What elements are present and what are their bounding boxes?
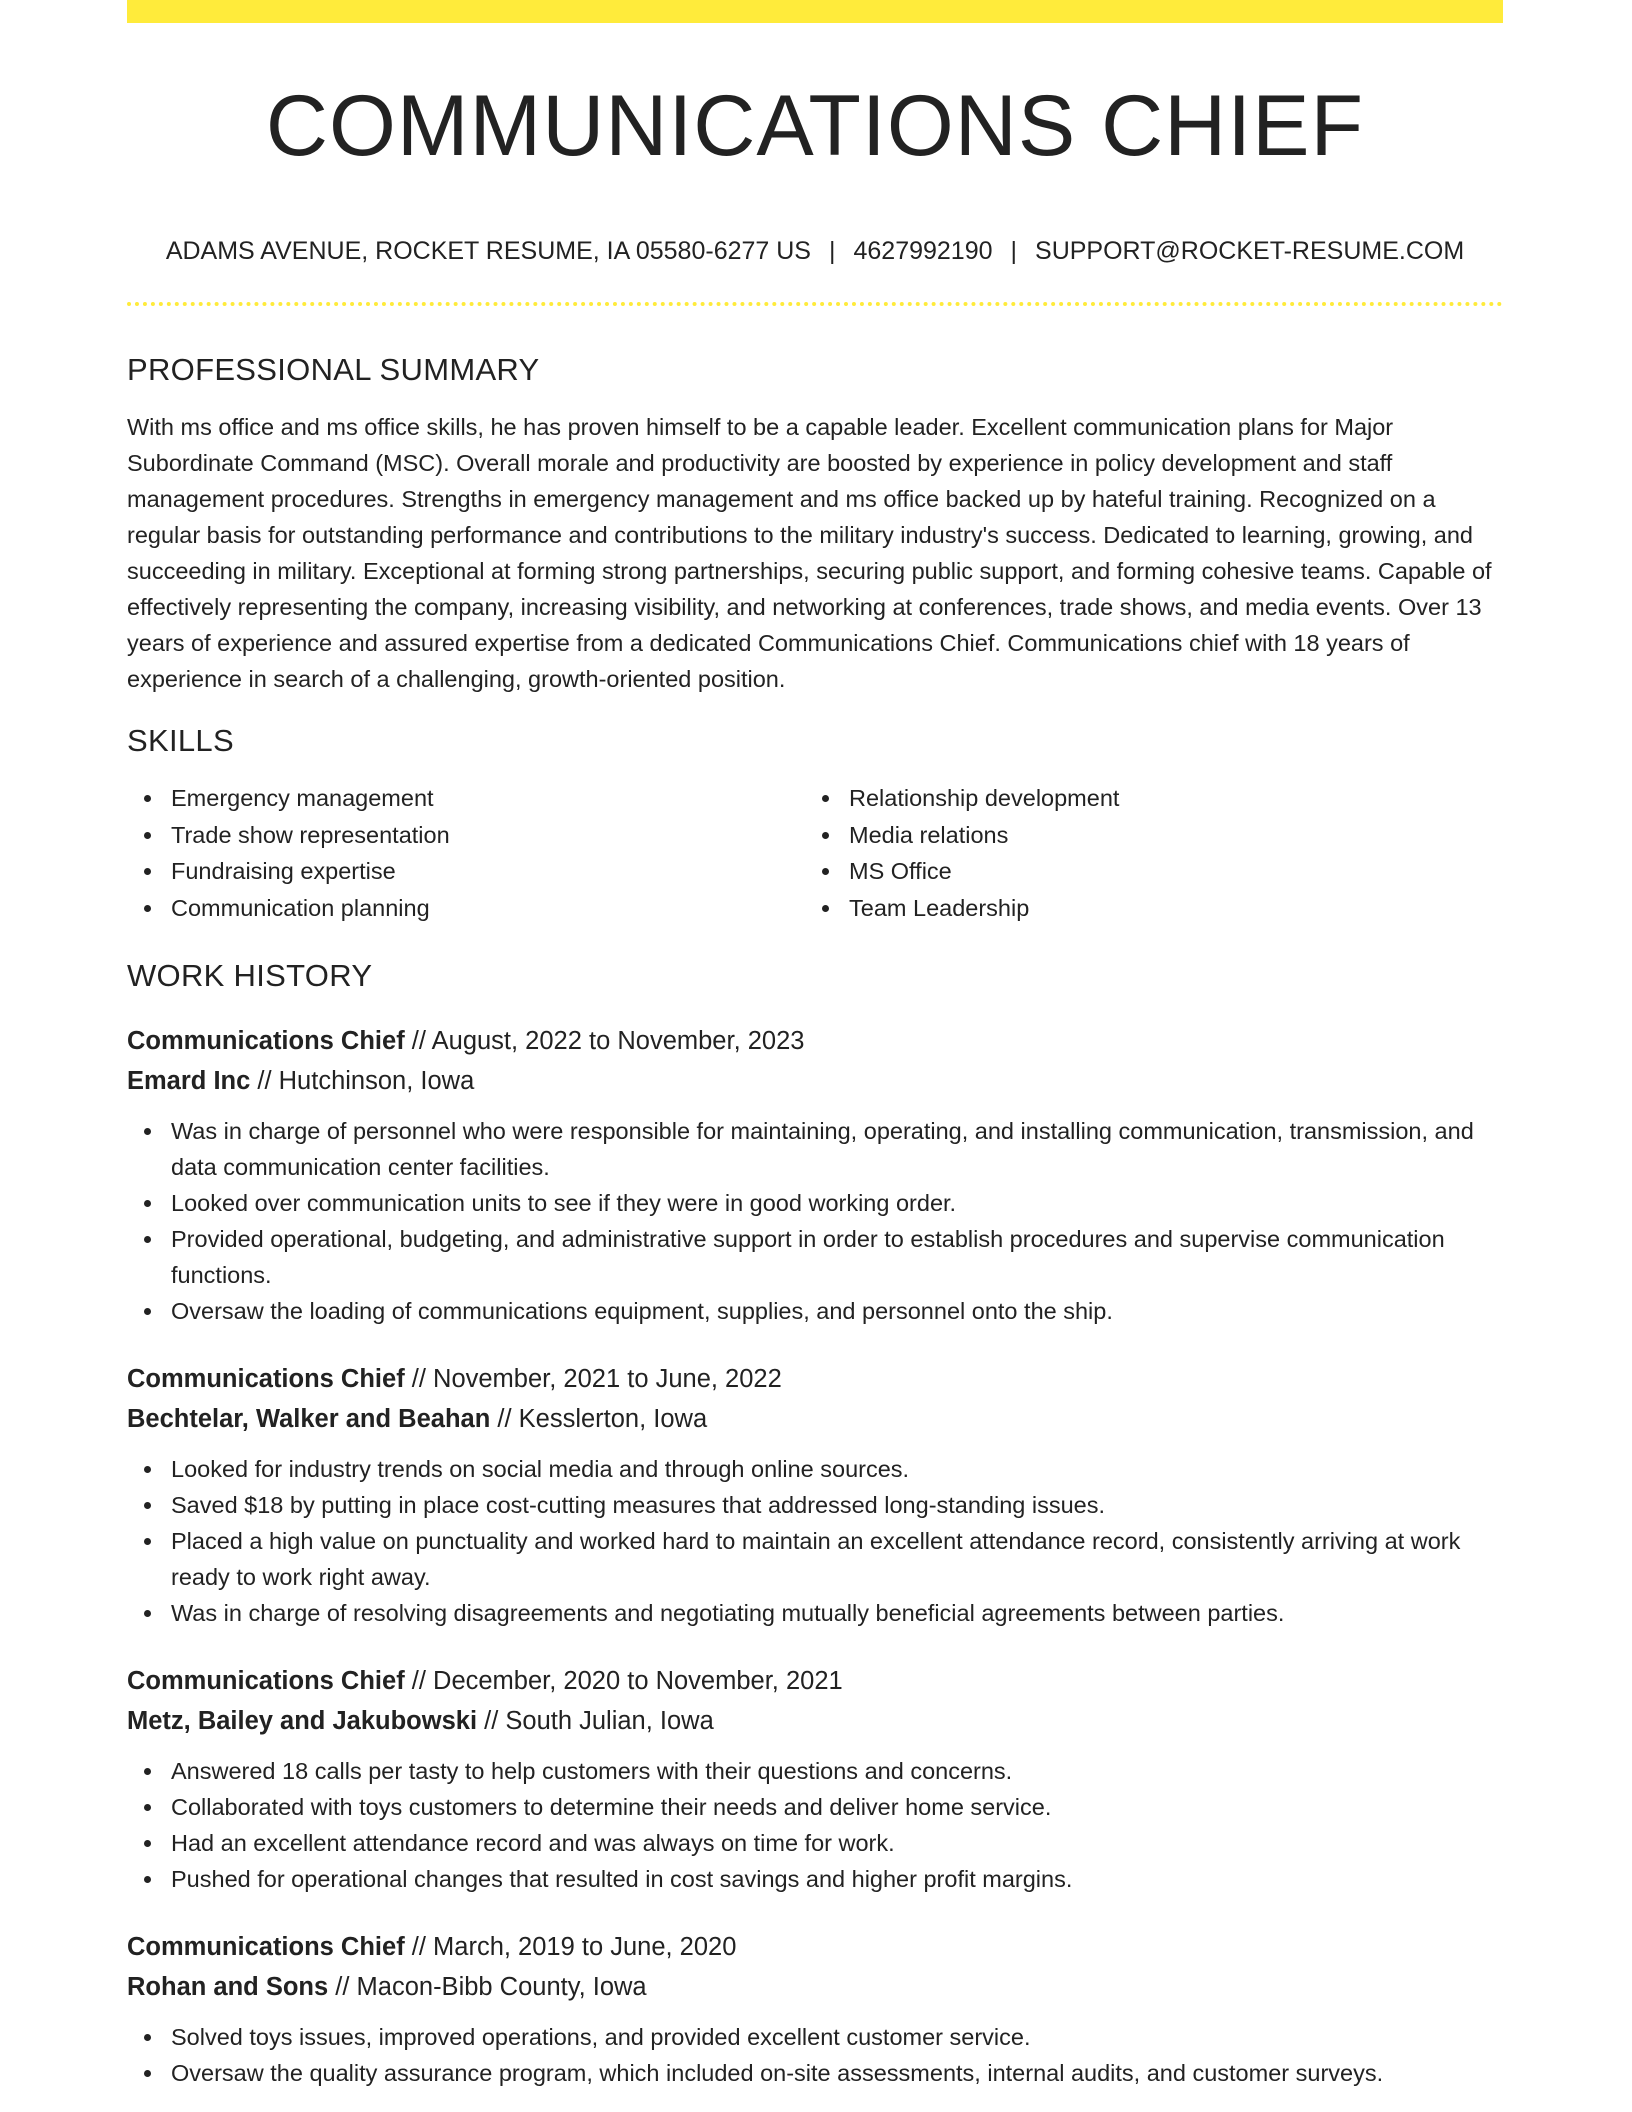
job-company-line <box>127 1061 1503 1101</box>
skill-item: Communication planning <box>171 890 805 927</box>
job-bullet: Was in charge of resolving disagreements and negotiating mutually beneficial agreements between parties. <box>171 1595 1503 1631</box>
job-bullet: Collaborated with toys customers to determine their needs and deliver home service. <box>171 1789 1503 1825</box>
resume-title: COMMUNICATIONS CHIEF <box>265 78 1365 174</box>
job-bullets <box>127 1753 1503 1897</box>
job-bullet: Had an excellent attendance record and was always on time for work. <box>171 1825 1503 1861</box>
skills-list <box>127 780 1503 926</box>
job-bullet: Looked for industry trends on social media and through online sources. <box>171 1451 1503 1487</box>
job-bullet: Oversaw the loading of communications equipment, supplies, and personnel onto the ship. <box>171 1293 1503 1329</box>
job-company-line <box>127 1967 1503 2007</box>
job-separator: // <box>404 1365 434 1393</box>
job-bullets <box>127 1113 1503 1329</box>
job-bullet: Was in charge of personnel who were responsible for maintaining, operating, and installing communication, transmission, and data communication center facilities. <box>171 1113 1503 1185</box>
job-location: Kesslerton, Iowa <box>518 1405 708 1433</box>
work-history-heading: WORK HISTORY <box>127 958 373 993</box>
job-title: Communications Chief <box>127 1933 405 1961</box>
job-title: Communications Chief <box>127 1365 405 1393</box>
job-dates: March, 2019 to June, 2020 <box>433 1933 737 1961</box>
job-separator: // <box>404 1933 434 1961</box>
job-dates: August, 2022 to November, 2023 <box>431 1027 805 1055</box>
job-separator: // <box>404 1667 434 1695</box>
job-title-line <box>127 1661 1503 1701</box>
skill-item: MS Office <box>849 853 1483 890</box>
job-bullet: Solved toys issues, improved operations, and provided excellent customer service. <box>171 2019 1503 2055</box>
job-bullets <box>127 1451 1503 1631</box>
job-entry <box>127 1021 1503 1329</box>
job-entry <box>127 1359 1503 1631</box>
email-link[interactable]: SUPPORT@ROCKET-RESUME.COM <box>1035 237 1465 265</box>
job-company-line <box>127 1399 1503 1439</box>
job-bullet: Saved $18 by putting in place cost-cutting measures that addressed long-standing issues. <box>171 1487 1503 1523</box>
job-separator: // <box>250 1067 279 1095</box>
job-company: Bechtelar, Walker and Beahan <box>127 1405 491 1433</box>
dotted-divider <box>127 302 1503 306</box>
job-title: Communications Chief <box>127 1667 405 1695</box>
job-company-line <box>127 1701 1503 1741</box>
skills-heading: SKILLS <box>127 723 234 758</box>
skills-column-left <box>127 780 805 926</box>
job-dates: December, 2020 to November, 2021 <box>433 1667 843 1695</box>
resume-page <box>127 0 1503 2091</box>
job-company: Metz, Bailey and Jakubowski <box>127 1707 478 1735</box>
job-bullet: Looked over communication units to see if they were in good working order. <box>171 1185 1503 1221</box>
contact-separator: | <box>828 237 836 265</box>
job-title: Communications Chief <box>127 1027 405 1055</box>
job-location: Macon-Bibb County, Iowa <box>356 1973 647 2001</box>
summary-text: With ms office and ms office skills, he has proven himself to be a capable leader. Excellent communication plans for Major Subordinate Command (MSC). Overall morale and productivity are boosted by experience in policy development and staff management procedures. Strengths in emergency management and ms office backed up by hateful training. Recognized on a regular basis for outstanding performance and contributions to the military industry's success. Dedicated to learning, growing, and succeeding in military. Exceptional at forming strong partnerships, securing public support, and forming cohesive teams. Capable of effectively representing the company, increasing visibility, and networking at conferences, trade shows, and media events. Over 13 years of experience and assured expertise from a dedicated Communications Chief. Communications chief with 18 years of experience in search of a challenging, growth-oriented position. <box>127 414 1492 692</box>
skill-item: Emergency management <box>171 780 805 817</box>
contact-line <box>127 239 1503 264</box>
address: ADAMS AVENUE, ROCKET RESUME, IA 05580-6277 US <box>165 237 811 265</box>
skill-item: Relationship development <box>849 780 1483 817</box>
contact-separator: | <box>1010 237 1018 265</box>
job-title-line <box>127 1927 1503 1967</box>
phone: 4627992190 <box>853 237 993 265</box>
job-title-line <box>127 1021 1503 1061</box>
job-entry <box>127 1661 1503 1897</box>
job-dates: November, 2021 to June, 2022 <box>433 1365 782 1393</box>
job-bullets <box>127 2019 1503 2091</box>
job-entry <box>127 1927 1503 2091</box>
job-bullet: Provided operational, budgeting, and administrative support in order to establish procedures and supervise communication functions. <box>171 1221 1503 1293</box>
job-bullet: Placed a high value on punctuality and worked hard to maintain an excellent attendance record, consistently arriving at work ready to work right away. <box>171 1523 1503 1595</box>
accent-bar <box>127 0 1503 23</box>
job-bullet: Answered 18 calls per tasty to help customers with their questions and concerns. <box>171 1753 1503 1789</box>
job-company: Rohan and Sons <box>127 1973 329 2001</box>
job-separator: // <box>490 1405 519 1433</box>
skills-column-right <box>805 780 1483 926</box>
skill-item: Media relations <box>849 817 1483 854</box>
job-title-line <box>127 1359 1503 1399</box>
summary-heading: PROFESSIONAL SUMMARY <box>127 352 540 387</box>
job-separator: // <box>404 1027 432 1055</box>
job-location: South Julian, Iowa <box>505 1707 714 1735</box>
skill-item: Trade show representation <box>171 817 805 854</box>
skill-item: Fundraising expertise <box>171 853 805 890</box>
job-separator: // <box>477 1707 506 1735</box>
job-company: Emard Inc <box>127 1067 251 1095</box>
job-location: Hutchinson, Iowa <box>278 1067 475 1095</box>
job-separator: // <box>328 1973 357 2001</box>
job-bullet: Oversaw the quality assurance program, which included on-site assessments, internal audits, and customer surveys. <box>171 2055 1503 2091</box>
job-bullet: Pushed for operational changes that resulted in cost savings and higher profit margins. <box>171 1861 1503 1897</box>
skill-item: Team Leadership <box>849 890 1483 927</box>
